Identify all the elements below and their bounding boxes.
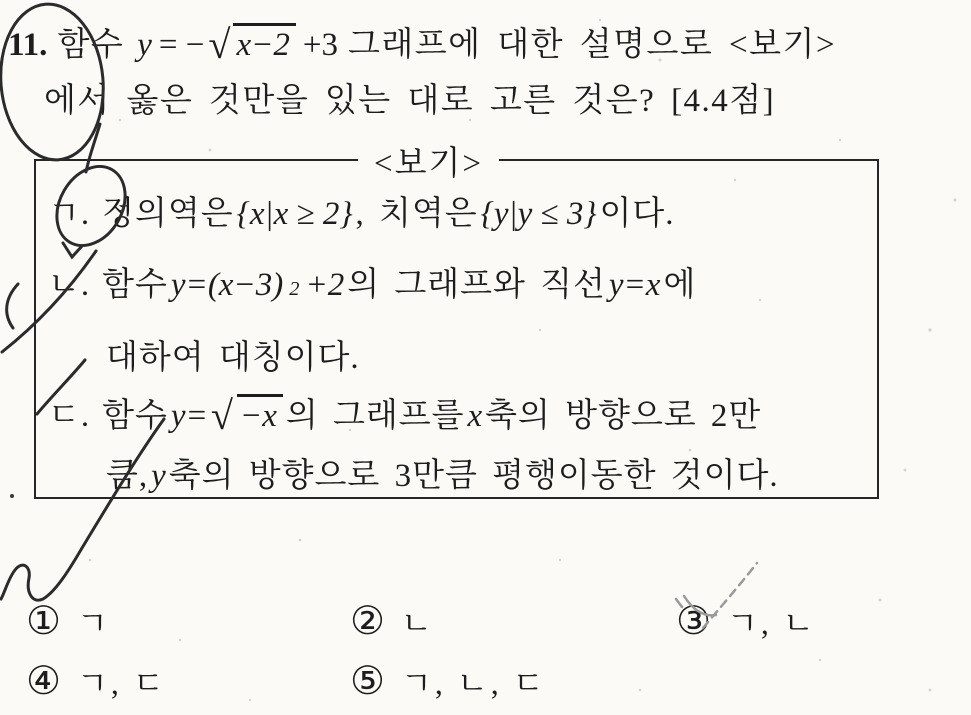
math-run: y=(x−3) bbox=[170, 267, 284, 303]
math-run: x bbox=[467, 398, 483, 434]
text-run: 에 bbox=[663, 267, 697, 303]
math-tail: +3 bbox=[302, 27, 338, 63]
sqrt-expression bbox=[210, 393, 286, 438]
question-post-text: 그래프에 대한 설명으로 <보기> bbox=[347, 27, 836, 63]
radical-sign-icon: √ bbox=[208, 22, 231, 67]
choice-1-number: ① bbox=[26, 598, 61, 644]
bogi-item-n bbox=[48, 258, 696, 305]
pen-dot bbox=[10, 494, 14, 498]
text-run: 이다. bbox=[599, 196, 675, 232]
text-run: 큼, bbox=[106, 458, 149, 494]
question-line-1 bbox=[8, 18, 836, 65]
choice-3-number: ③ bbox=[676, 598, 711, 644]
text-run: 축의 방향으로 2만 bbox=[485, 398, 762, 434]
text-run: 함수 bbox=[102, 398, 168, 434]
choice-3-label: ㄱ, ㄴ bbox=[726, 605, 817, 641]
choice-4 bbox=[26, 658, 167, 704]
math-run: {x|x ≥ 2} bbox=[236, 196, 353, 232]
question-formula bbox=[134, 22, 338, 67]
item-marker-g: ㄱ. bbox=[48, 196, 91, 232]
bogi-box bbox=[34, 146, 879, 499]
bogi-title: <보기> bbox=[358, 137, 499, 184]
math-run: y= bbox=[170, 398, 208, 434]
text-run: 의 그래프와 직선 bbox=[347, 267, 606, 303]
radicand: x−2 bbox=[233, 23, 295, 64]
pen-arc-left-margin bbox=[7, 284, 18, 328]
choice-2-label: ㄴ bbox=[400, 605, 435, 641]
text-run: 축의 방향으로 3만큼 평행이동한 것이다. bbox=[168, 458, 779, 494]
text-run: 정의역은 bbox=[102, 196, 234, 232]
exponent: 2 bbox=[289, 278, 300, 300]
text-run: 함수 bbox=[102, 267, 168, 303]
item-marker-d: ㄷ. bbox=[48, 398, 91, 434]
math-operator: = − bbox=[158, 27, 205, 63]
text-run: 대하여 대칭이다. bbox=[106, 340, 360, 376]
bogi-item-g bbox=[48, 187, 675, 234]
text-run: 의 그래프를 bbox=[285, 398, 465, 434]
choice-4-label: ㄱ, ㄷ bbox=[76, 665, 167, 701]
radicand: −x bbox=[237, 394, 283, 435]
math-run: y=x bbox=[608, 267, 661, 303]
math-run: +2 bbox=[305, 267, 345, 303]
choice-2 bbox=[350, 598, 435, 644]
choice-1-label: ㄱ bbox=[76, 605, 111, 641]
radical-sign-icon: √ bbox=[210, 393, 234, 438]
choice-4-number: ④ bbox=[26, 658, 61, 704]
bogi-item-d-line2 bbox=[106, 449, 779, 496]
math-run: {y|y ≤ 3} bbox=[480, 196, 597, 232]
item-marker-n: ㄴ. bbox=[48, 267, 91, 303]
math-variable: y bbox=[137, 27, 152, 63]
choice-5-label: ㄱ, ㄴ, ㄷ bbox=[400, 665, 547, 701]
choice-5 bbox=[350, 658, 547, 704]
choice-1 bbox=[26, 598, 111, 644]
text-run: , 치역은 bbox=[355, 196, 478, 232]
choice-3 bbox=[676, 598, 817, 644]
math-run: y bbox=[151, 458, 166, 494]
question-pre-text: 함수 bbox=[57, 27, 125, 63]
sqrt-expression bbox=[208, 22, 299, 67]
bogi-item-d bbox=[48, 389, 761, 436]
bogi-item-n-line2 bbox=[106, 331, 360, 378]
choice-2-number: ② bbox=[350, 598, 385, 644]
question-line-2: 에서 옳은 것만을 있는 대로 고른 것은? [4.4점] bbox=[44, 83, 776, 119]
choice-5-number: ⑤ bbox=[350, 658, 385, 704]
question-number: 11. bbox=[8, 27, 48, 63]
